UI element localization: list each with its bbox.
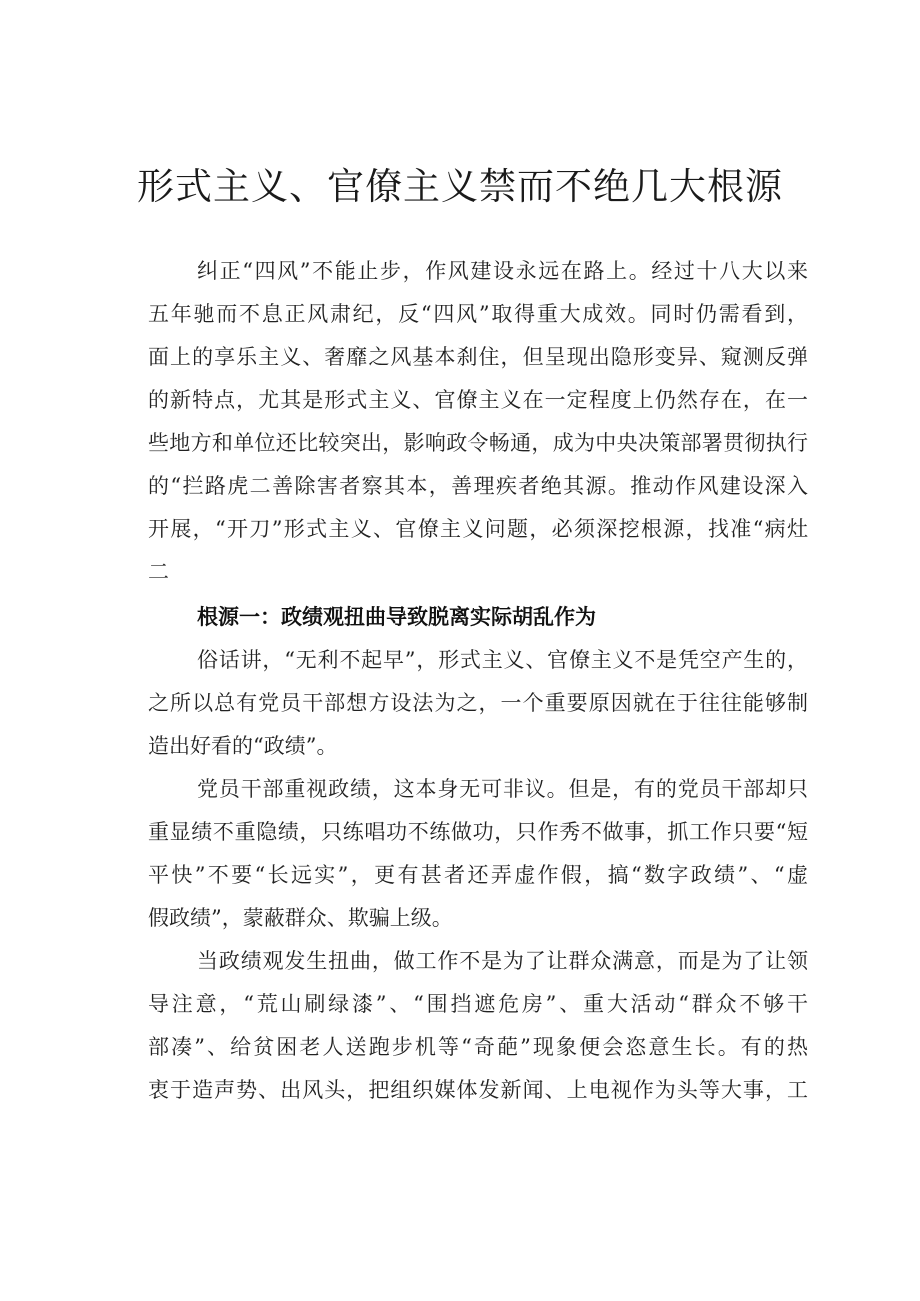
paragraph-line: 部凑”、给贫困老人送跑步机等“奇葩”现象便会恣意生长。有的热 [148,1035,808,1059]
paragraph-line: 开展，“开刀”形式主义、官僚主义问题，必须深挖根源，找准“病灶 [148,517,808,541]
paragraph-line: 衷于造声势、出风头，把组织媒体发新闻、上电视作为头等大事，工 [148,1078,808,1102]
section-heading: 根源一：政绩观扭曲导致脱离实际胡乱作为 [197,605,596,629]
paragraph-line: 之所以总有党员干部想方设法为之，一个重要原因就在于往往能够制 [148,691,808,715]
paragraph-line: 假政绩”，蒙蔽群众、欺骗上级。 [148,906,453,930]
paragraph-line: 重显绩不重隐绩，只练唱功不练做功，只作秀不做事，抓工作只要“短 [148,820,808,844]
paragraph-line: 平快”不要“长远实”，更有甚者还弄虚作假，搞“数字政绩”、“虚 [148,863,808,887]
paragraph-line: 的新特点，尤其是形式主义、官僚主义在一定程度上仍然存在，在一 [148,388,808,412]
paragraph-line: 五年驰而不息正风肃纪，反“四风”取得重大成效。同时仍需看到， [148,302,808,326]
paragraph-line: 党员干部重视政绩，这本身无可非议。但是，有的党员干部却只 [197,777,808,801]
paragraph-line: 造出好看的“政绩”。 [148,734,338,758]
paragraph-line: 纠正“四风”不能止步，作风建设永远在路上。经过十八大以来 [197,259,808,283]
paragraph-line: 些地方和单位还比较突出，影响政令畅通，成为中央决策部署贯彻执行 [148,431,808,455]
document-title: 形式主义、官僚主义禁而不绝几大根源 [137,165,783,208]
paragraph-line: 导注意，“荒山刷绿漆”、“围挡遮危房”、重大活动“群众不够干 [148,992,808,1016]
paragraph-line: 面上的享乐主义、奢靡之风基本刹住，但呈现出隐形变异、窥测反弹 [148,345,808,369]
paragraph-line: 的“拦路虎二善除害者察其本，善理疾者绝其源。推动作风建设深入 [148,474,808,498]
paragraph-line: 二 [148,560,169,584]
paragraph-line: 俗话讲，“无利不起早”，形式主义、官僚主义不是凭空产生的， [197,648,808,672]
paragraph-line: 当政绩观发生扭曲，做工作不是为了让群众满意，而是为了让领 [197,949,808,973]
